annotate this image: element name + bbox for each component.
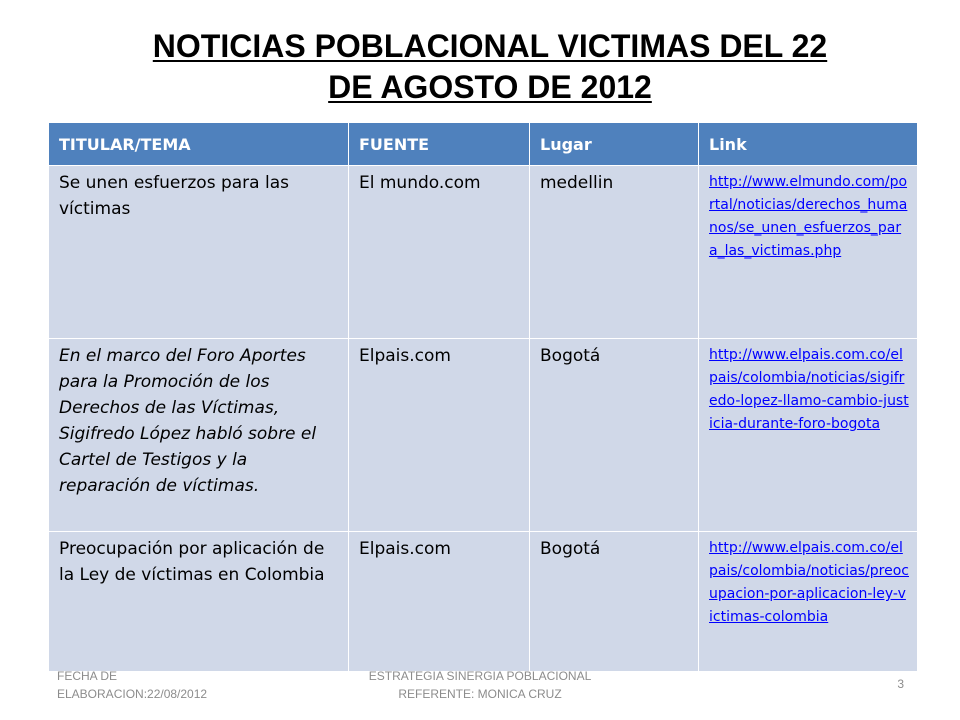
cell-lugar: Bogotá (530, 532, 699, 672)
slide-title-line2: DE AGOSTO DE 2012 (328, 69, 652, 105)
footer-date (57, 667, 257, 703)
footer-strategy-line1: ESTRATEGIA SINERGIA POBLACIONAL (368, 669, 592, 683)
news-table (48, 122, 918, 672)
footer-date-line1: FECHA DE (57, 669, 118, 683)
header-lugar: Lugar (530, 123, 699, 166)
header-fuente: FUENTE (349, 123, 530, 166)
cell-link (699, 166, 918, 339)
table-row (49, 532, 918, 672)
page-number: 3 (897, 677, 904, 691)
cell-link (699, 532, 918, 672)
cell-titular: Se unen esfuerzos para las víctimas (49, 166, 349, 339)
table-row (49, 166, 918, 339)
footer-strategy (330, 667, 630, 703)
news-link[interactable]: http://www.elpais.com.co/elpais/colombia/noticias/sigifredo-lopez-llamo-cambio-justicia-durante-foro-bogota (709, 347, 909, 432)
header-link: Link (699, 123, 918, 166)
cell-fuente: Elpais.com (349, 339, 530, 532)
cell-link (699, 339, 918, 532)
cell-lugar: medellin (530, 166, 699, 339)
cell-titular: Preocupación por aplicación de la Ley de víctimas en Colombia (49, 532, 349, 672)
footer-date-line2: ELABORACION:22/08/2012 (57, 687, 208, 701)
slide-title-line1: NOTICIAS POBLACIONAL VICTIMAS DEL 22 (152, 28, 828, 64)
cell-titular: En el marco del Foro Aportes para la Promoción de los Derechos de las Víctimas, Sigifredo López habló sobre el Cartel de Testigos y la reparación de víctimas. (49, 339, 349, 532)
news-link[interactable]: http://www.elpais.com.co/elpais/colombia/noticias/preocupacion-por-aplicacion-ley-victimas-colombia (709, 540, 909, 625)
cell-fuente: Elpais.com (349, 532, 530, 672)
news-link[interactable]: http://www.elmundo.com/portal/noticias/derechos_humanos/se_unen_esfuerzos_para_las_victimas.php (709, 174, 908, 259)
table-row (49, 339, 918, 532)
cell-lugar: Bogotá (530, 339, 699, 532)
header-titular: TITULAR/TEMA (49, 123, 349, 166)
cell-fuente: El mundo.com (349, 166, 530, 339)
table-header-row (49, 123, 918, 166)
slide-title (60, 26, 920, 108)
footer-strategy-line2: REFERENTE: MONICA CRUZ (398, 687, 562, 701)
